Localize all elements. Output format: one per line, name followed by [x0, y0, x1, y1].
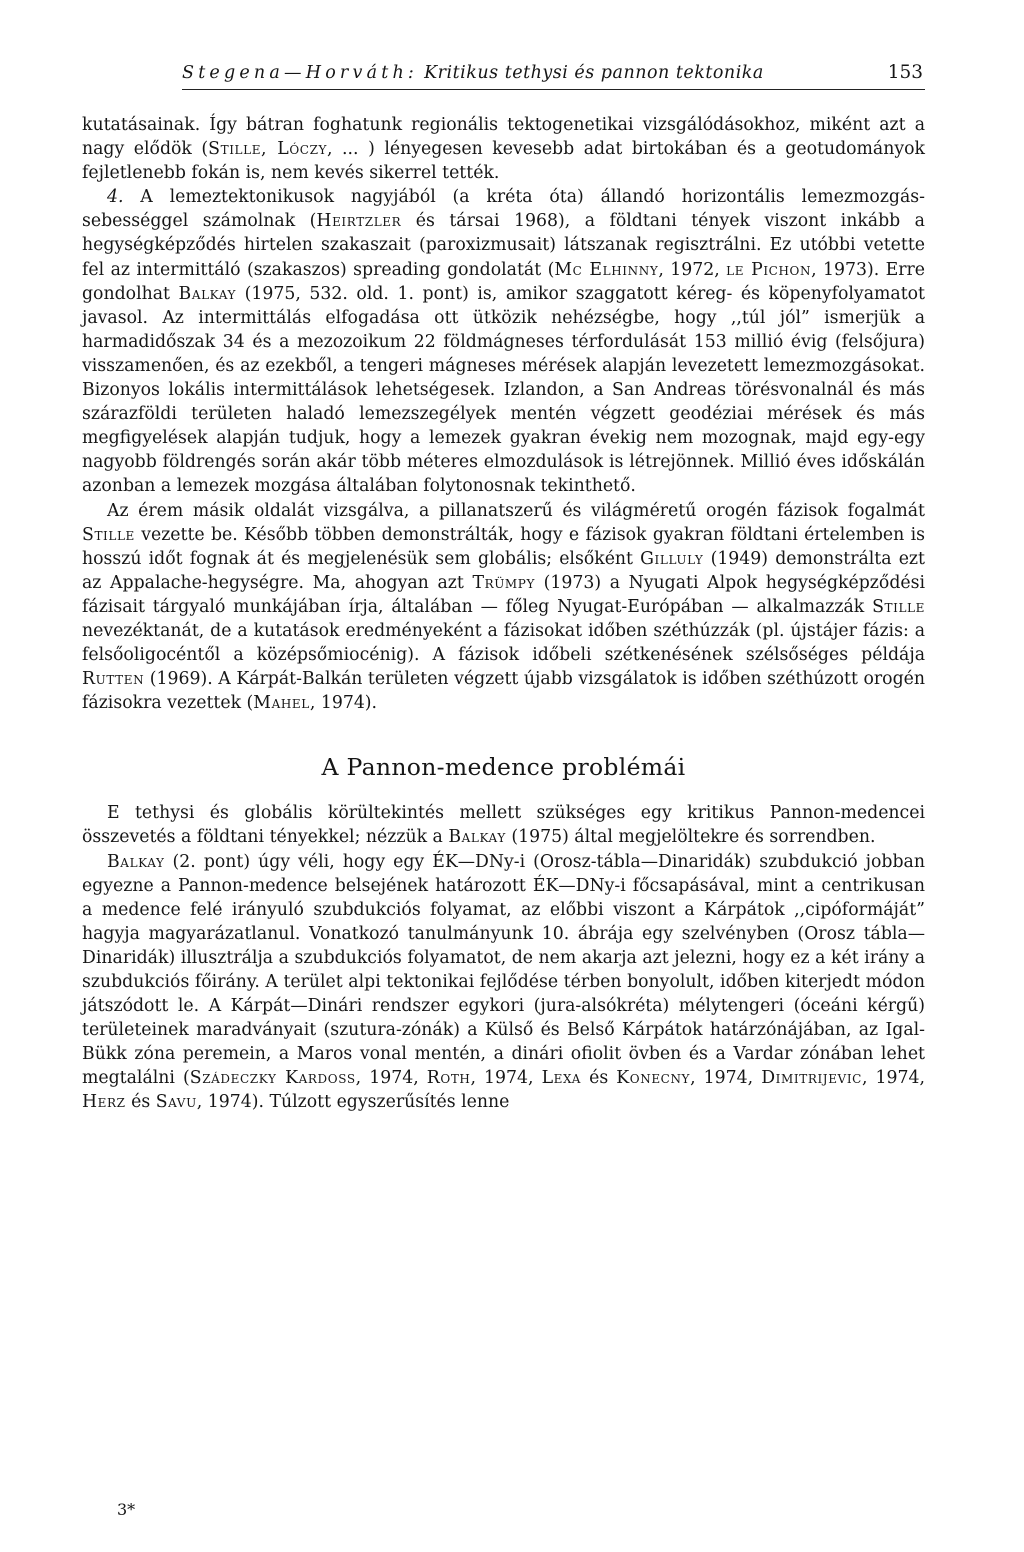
- author-ref: Gilluly: [640, 548, 704, 569]
- text: E tethysi és globális körültekintés mellett szükséges egy kritikus Pannon-medencei összevetés a földtani tényekkel; nézzük a: [82, 803, 925, 848]
- author-ref: Stille, Lóczy: [208, 139, 328, 160]
- text: , 1974,: [355, 1068, 427, 1089]
- author-ref: Mc Elhinny: [554, 259, 659, 280]
- author-ref: Szádeczky Kardoss: [189, 1068, 356, 1089]
- text: (1975) által megjelöltekre és sorrendben.: [505, 827, 876, 848]
- author-ref: Herz: [82, 1092, 126, 1113]
- author-ref: Konecny: [616, 1068, 691, 1089]
- author-ref: Stille: [82, 524, 135, 545]
- header-title: [182, 63, 764, 83]
- text: és: [581, 1068, 617, 1089]
- paragraph-2: [82, 185, 925, 498]
- running-header: [182, 62, 925, 90]
- text: (1949) demonstrálta ezt az Appalache-hegységre. Ma, ahogyan azt: [82, 548, 925, 593]
- text: és: [125, 1092, 156, 1113]
- paragraph-3: [82, 499, 925, 716]
- author-ref: Trümpy: [472, 572, 535, 593]
- text: nevezéktanát, de a kutatások eredményeként a fázisokat időben széthúzzák (pl. újstájer fázis: a felsőoligocéntől a középsőmiocénig). A fázisok időbeli szétkenésének szélsőséges példája: [82, 620, 925, 666]
- signature-mark: 3*: [117, 1500, 136, 1519]
- text: , 1972,: [658, 259, 727, 280]
- header-article-title: Kritikus tethysi és pannon tektonika: [424, 63, 764, 83]
- section-number: 4.: [107, 187, 124, 208]
- author-ref: le Pichon: [726, 259, 812, 280]
- text: és társai 1968), a földtani tények viszont inkább a hegységképződés hirtelen szakaszait (paroxizmusait) látszanak regisztrálni. Ez utóbbi vetette fel az intermittáló (szakaszos) spreading gondolatát (: [82, 211, 925, 280]
- paragraph-1-text: kutatásainak. Így bátran foghatunk regionális tektogenetikai vizsgálódásokhoz, miként azt a nagy elődök (: [82, 115, 925, 160]
- text: Az érem másik oldalát vizsgálva, a pillanatszerű és világméretű orogén fázisok fogalmát: [107, 500, 925, 521]
- author-ref: Roth: [426, 1068, 471, 1089]
- author-ref: Rutten: [82, 669, 145, 690]
- text: (1969). A Kárpát-Balkán területen végzett újabb vizsgálatok is időben széthúzott orogén fázisokra vezettek (: [82, 669, 925, 714]
- text: (1973) a Nyugati Alpok hegységképződési fázisait tárgyaló munkájában írja, általában — főleg Nyugat-Európában — alkalmazzák: [82, 572, 926, 617]
- author-ref: Savu: [155, 1092, 197, 1113]
- text: , 1974,: [690, 1068, 762, 1089]
- page-number: 153: [887, 62, 923, 83]
- author-ref: Mahel: [253, 693, 310, 714]
- author-ref: Stille: [872, 596, 925, 617]
- text: , 1973). Erre gondolhat: [82, 259, 925, 304]
- text: A lemeztektonikusok nagyjából (a kréta óta) állandó horizontális lemezmozgás-sebességgel számolnak (: [82, 187, 925, 232]
- author-ref: Balkay: [448, 827, 506, 848]
- header-authors: Stegena—Horváth:: [182, 63, 419, 83]
- text: (2. pont) úgy véli, hogy egy ÉK—DNy-i (Orosz-tábla—Dinaridák) szubdukció jobban egyezne a Pannon-medence belsejének határozott ÉK—DNy-i főcsapásával, mint a centrikusan a medence felé irányuló szubdukciós folyamat, az előbbi viszont a Kárpátok ,,cipóformáját” hagyja magyarázatlanul. Vonatkozó tanulmányunk 10. ábrája egy szelvényben (Orosz tábla—Dinaridák) illusztrálja a szubdukciós folyamatot, de nem akarja azt jelezni, hogy ez a két irány a szubdukciós főirány. A terület alpi tektonikai fejlődése térben bonyolult, időben kiterjedt módon játszódott le. A Kárpát—Dinári rendszer egykori (jura-alsókréta) mélytengeri (óceáni kérgű) területeinek maradványait (szutura-zónák) a Külső és Belső Kárpátok határzónájában, az Igal-Bükk zóna peremein, a Maros vonal mentén, a dinári ofiolit övben és a Vardar zónában lehet megtalálni (: [82, 851, 925, 1089]
- paragraph-5: [82, 850, 925, 1115]
- paragraph-4: [82, 801, 925, 849]
- author-ref: Dimitrijevic: [761, 1068, 862, 1089]
- article-body: [82, 113, 925, 1115]
- section-heading: A Pannon-medence problémái: [321, 753, 686, 782]
- author-ref: Heirtzler: [316, 211, 402, 232]
- paragraph-1: [82, 113, 925, 185]
- text: (1975, 532. old. 1. pont) is, amikor szaggatott kéreg- és köpenyfolyamatot javasol. Az intermittálás elfogadása ott ütközik nehézségbe, hogy ,,túl jól” ismerjük a harmadidőszak 34 és a mezozoikum 22 földmágneses térfordulását 153 millió évig (felsőjura) visszamenően, és az ezekből, a tengeri mágneses mérések alapján levezetett lemezmozgásokat. Bizonyos lokális intermittálások lehetségesek. Izlandon, a San Andreas törésvonalnál és más szárazföldi területen haladó lemezszegélyek mentén végzett geodéziai mérések és más megfigyelések alapján tudjuk, hogy a lemezek gyakran évekig nem mozognak, majd egy-egy nagyobb földrengés során akár több méteres elmozdulások is létrejönnek. Millió éves időskálán azonban a lemezek mozgása általában folytonosnak tekinthető.: [82, 283, 925, 497]
- author-ref: Balkay: [107, 851, 165, 872]
- text: vezette be. Később többen demonstrálták, hogy e fázisok gyakran földtani értelemben is hosszú időt fognak át és megjelenésük sem globális; elsőként: [82, 524, 925, 569]
- article-page: [82, 62, 925, 1115]
- text: , 1974). Túlzott egyszerűsítés lenne: [196, 1092, 510, 1113]
- text: , 1974,: [861, 1068, 925, 1089]
- paragraph-1-text-b: , ... ) lényegesen kevesebb adat birtokában és a geotudományok fejletlenebb fokán is, nem kevés sikerrel tették.: [82, 139, 925, 184]
- author-ref: Balkay: [178, 283, 237, 304]
- author-ref: Lexa: [541, 1068, 582, 1089]
- text: , 1974,: [470, 1068, 542, 1089]
- text: , 1974).: [309, 693, 378, 714]
